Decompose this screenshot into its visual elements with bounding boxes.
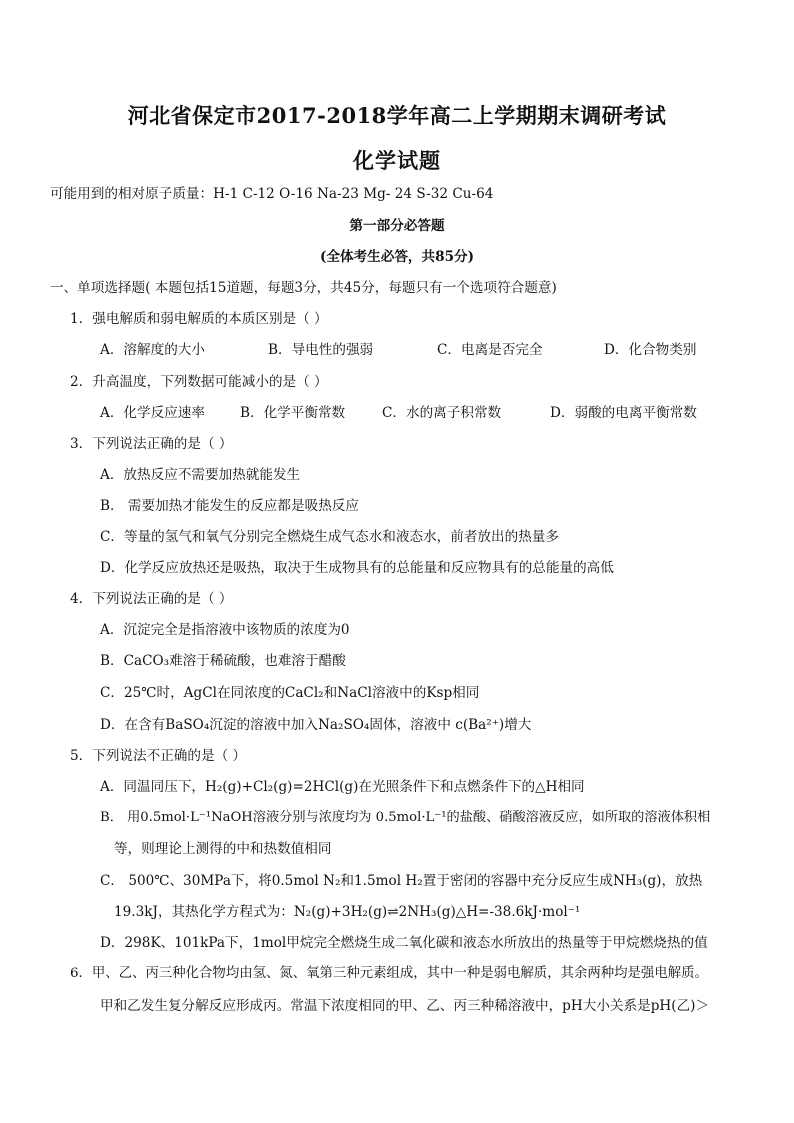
question-4-option-a: A．沉淀完全是指溶液中该物质的浓度为0 [100,622,350,638]
question-4-stem: 4．下列说法正确的是（ ） [70,591,233,607]
question-6-stem-line1: 6．甲、乙、丙三种化合物均由氢、氮、氧第三种元素组成，其中一种是弱电解质，其余两种均是强电解质。 [70,966,708,981]
question-3-stem: 3．下列说法正确的是（ ） [70,436,233,452]
question-5-option-b-line2: 等，则理论上测得的中和热数值相同 [114,841,332,857]
question-5-option-a: A．同温同压下，H₂(g)+Cl₂(g)=2HCl(g)在光照条件下和点燃条件下的△H相同 [100,779,585,795]
question-1-options [0,341,794,359]
question-2-option-c: C．水的离子积常数 [382,405,502,421]
question-2-option-a: A．化学反应速率 [100,405,205,421]
atomic-masses: 可能用到的相对原子质量：H-1 C-12 O-16 Na-23 Mg- 24 S-32 Cu-64 [50,186,494,202]
question-1-option-a: A．溶解度的大小 [100,342,205,358]
question-3-option-c: C．等量的氢气和氧气分别完全燃烧生成气态水和液态水，前者放出的热量多 [100,529,559,545]
question-1-option-c: C．电离是否完全 [437,342,543,358]
question-4-option-d: D．在含有BaSO₄沉淀的溶液中加入Na₂SO₄固体，溶液中 c(Ba²⁺)增大 [100,717,532,733]
question-3-option-d: D．化学反应放热还是吸热，取决于生成物具有的总能量和反应物具有的总能量的高低 [100,560,614,576]
exam-title: 河北省保定市2017-2018学年高二上学期期末调研考试 [127,103,667,128]
question-5-option-b-line1: B． 用0.5mol·L⁻¹NaOH溶液分别与浓度均为 0.5mol·L⁻¹的盐酸、硝酸溶液反应，如所取的溶液体积相 [100,810,711,825]
question-2-option-d: D．弱酸的电离平衡常数 [550,405,697,421]
part-note: (全体考生必答，共85分) [319,249,475,265]
question-4-option-c: C．25℃时，AgCl在同浓度的CaCl₂和NaCl溶液中的Ksp相同 [100,685,480,701]
question-1-option-d: D．化合物类别 [604,342,697,358]
question-4-option-b: B．CaCO₃难溶于稀硫酸，也难溶于醋酸 [100,653,346,669]
exam-subtitle: 化学试题 [353,148,441,173]
question-1-stem: 1．强电解质和弱电解质的本质区别是（ ） [70,311,328,327]
question-2-stem: 2．升高温度，下列数据可能减小的是（ ） [70,374,328,390]
question-5-stem: 5．下列说法不正确的是（ ） [70,748,247,764]
part-heading: 第一部分必答题 [349,218,445,234]
section-instructions: 一、单项选择题( 本题包括15道题，每题3分，共45分，每题只有一个选项符合题意) [50,280,557,296]
question-2-option-b: B．化学平衡常数 [240,405,346,421]
question-1-option-b: B．导电性的强弱 [268,342,374,358]
question-2-options [0,404,794,422]
question-6-stem-line2: 甲和乙发生复分解反应形成丙。常温下浓度相同的甲、乙、丙三种稀溶液中，pH大小关系是pH(乙)＞ [100,998,710,1014]
question-5-option-c-line1: C． 500℃、30MPa下，将0.5mol N₂和1.5mol H₂置于密闭的容器中充分反应生成NH₃(g)，放热 [100,873,703,889]
question-5-option-d: D．298K、101kPa下，1mol甲烷完全燃烧生成二氧化碳和液态水所放出的热量等于甲烷燃烧热的值 [100,935,708,951]
question-5-option-c-line2: 19.3kJ，其热化学方程式为：N₂(g)+3H₂(g)⇌2NH₃(g)△H=-38.6kJ·mol⁻¹ [114,904,581,920]
question-3-option-b: B． 需要加热才能发生的反应都是吸热反应 [100,498,359,514]
question-3-option-a: A．放热反应不需要加热就能发生 [100,467,301,483]
